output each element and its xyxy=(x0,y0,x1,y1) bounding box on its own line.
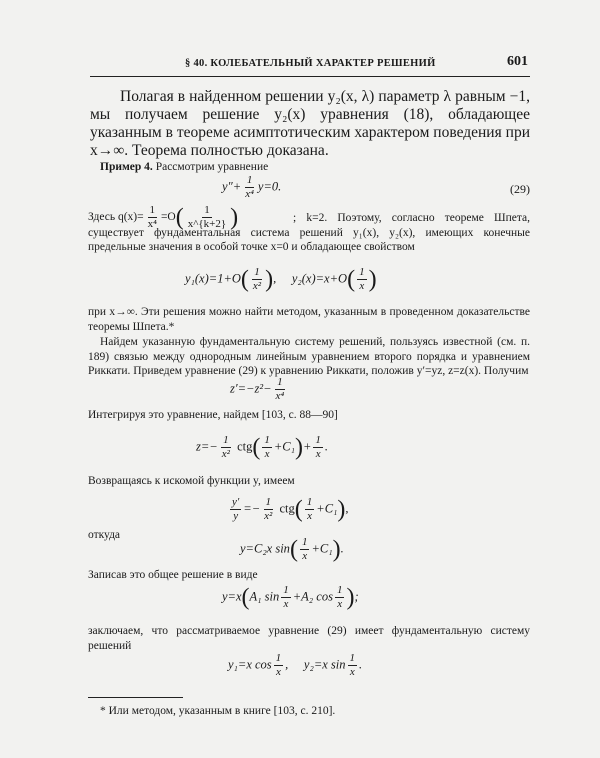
gen-n2: 1 xyxy=(336,584,343,596)
q-eqO: =O xyxy=(160,211,176,224)
gen-frac1 xyxy=(281,584,291,611)
z-tail-num: 1 xyxy=(315,434,321,446)
running-header xyxy=(90,54,530,77)
intro-paragraph: Полагая в найденном решении y₂(x, λ) параметр λ равным −1, мы получаем решение y₂(x) уравнения (18), обладающее указанным в теореме асимптотическим характером поведения при x→∞. Теорема полностью доказана. xyxy=(90,88,530,159)
footnote: * Или методом, указанным в книге [103, с. 210]. xyxy=(100,705,336,717)
page-number: 601 xyxy=(507,54,528,69)
q-text-post: ; k=2. Поэтому, согласно теореме Шпета, существует фундаментальная система решений y₁(x), y₂(x), имеющих конечные предельные значения в особой точке x=0 и обладающее свойством xyxy=(88,212,530,253)
y2-frac xyxy=(357,266,367,293)
riccati-paragraph: Найдем указанную фундаментальную систему решений, пользуясь известной (см. п. 189) связью между однородным линейным уравнением второго порядка и уравнением Риккати. Приведем уравнение (29) к уравнению Риккати, положив y′=yz, z=z(x). Получим xyxy=(88,336,530,377)
example-lead: Рассмотрим уравнение xyxy=(155,161,269,173)
q-frac-num: 1 xyxy=(149,204,156,216)
example-heading xyxy=(100,160,520,175)
asymptotic-formulas: y₁(x)=1+O( $\frac{1}{\text{x²}}$ ), y₂(x)=x+O( $\frac{1}{x}$ ) xyxy=(185,266,377,293)
z-solution: z=− $\frac{1}{\text{x²}}$ ctg( $\frac{1}{x}$ +C₁)+ $\frac{1}{x}$ . xyxy=(196,434,329,461)
eq29-den: x⁴ xyxy=(245,188,254,200)
ysol-lhs: y=C₂x sin xyxy=(240,541,290,556)
y-solution: y=C₂x sin( $\frac{1}{x}$ +C₁). xyxy=(240,536,344,563)
gen-d2: x xyxy=(337,598,343,610)
fs-n1: 1 xyxy=(275,652,282,664)
z-ctg: ctg xyxy=(237,439,253,454)
ysol-num: 1 xyxy=(301,536,308,548)
z-num: 1 xyxy=(223,434,229,446)
ysol-frac xyxy=(300,536,310,563)
ratio-n2: 1 xyxy=(265,496,272,508)
y1-lhs: y₁(x)=1+O xyxy=(185,271,241,286)
ysol-den: x xyxy=(302,550,308,562)
q-pre: Здесь q(x)= xyxy=(88,211,144,224)
y2-lhs: y₂(x)=x+O xyxy=(291,271,348,286)
log-derivative-equation: $\frac{y'}{y}$ =− $\frac{1}{\text{x²}}$ ctg( $\frac{1}{x}$ +C₁), xyxy=(232,496,349,523)
eq29-frac xyxy=(243,174,256,201)
ratio-den: y xyxy=(233,510,239,522)
ratio-in-frac xyxy=(305,496,315,523)
ratio-eq: =− xyxy=(243,501,261,516)
integrate-text: Интегрируя это уравнение, найдем [103, с. 88—90] xyxy=(88,409,338,421)
gen-a1: A₁ sin xyxy=(249,589,280,604)
z-tail-frac xyxy=(313,434,323,461)
gen-d1: x xyxy=(283,598,289,610)
q-frac-den: x⁴ xyxy=(147,218,157,230)
gen-frac2 xyxy=(335,584,345,611)
y1-den: x² xyxy=(252,280,262,292)
header-title: § 40. КОЛЕБАТЕЛЬНЫЙ ХАРАКТЕР РЕШЕНИЙ xyxy=(185,58,436,69)
q-O-den: x^{k+2} xyxy=(187,218,227,230)
ratio-in-den: x xyxy=(307,510,312,522)
ysol-c: +C₁ xyxy=(311,541,333,556)
ratio-frac2 xyxy=(262,496,274,523)
footnote-rule xyxy=(88,697,183,698)
zprime-frac xyxy=(274,376,287,403)
general-solution: y=x(A₁ sin $\frac{1}{x}$ +A₂ cos $\frac{1}{x}$ ); xyxy=(222,584,359,611)
conclude-text: заключаем, что рассматриваемое уравнение (29) имеет фундаментальную систему решений xyxy=(88,625,530,652)
fs-y1: y₁=x cos xyxy=(228,657,272,672)
z-in-frac xyxy=(262,434,272,461)
equation-29 xyxy=(222,174,281,201)
fs-frac1 xyxy=(274,652,284,679)
z-in-c: +C₁ xyxy=(273,439,295,454)
return-text: Возвращаясь к искомой функции y, имеем xyxy=(88,475,295,487)
after-asymptotics: при x→∞. Эти решения можно найти методом, указанным в проведенном доказательстве теоремы Шпета.* xyxy=(88,306,530,333)
z-tail-den: x xyxy=(315,448,321,460)
gen-lhs: y=x xyxy=(222,589,242,604)
zprime-den: x⁴ xyxy=(275,390,285,402)
y1-frac xyxy=(251,266,263,293)
y2-den: x xyxy=(359,280,365,292)
whence-text: откуда xyxy=(88,529,121,541)
ratio-in-c: +C₁ xyxy=(316,501,338,516)
z-frac xyxy=(220,434,232,461)
z-plus: + xyxy=(302,439,312,454)
z-in-den: x xyxy=(264,448,270,460)
z-in-num: 1 xyxy=(264,434,270,446)
z-den: x² xyxy=(221,448,230,460)
fs-n2: 1 xyxy=(349,652,356,664)
fs-y2: y₂=x sin xyxy=(303,657,346,672)
general-text: Записав это общее решение в виде xyxy=(88,569,258,581)
gen-a2: +A₂ cos xyxy=(292,589,333,604)
fs-frac2 xyxy=(348,652,358,679)
y2-num: 1 xyxy=(359,266,365,278)
zprime-lhs: z′=−z²− xyxy=(230,381,272,396)
fundamental-system: y₁=x cos $\frac{1}{x}$ , y₂=x sin $\frac{1}{x}$ . xyxy=(228,652,363,678)
ratio-in-num: 1 xyxy=(306,496,313,508)
example-label: Пример 4. xyxy=(100,161,153,173)
q-O-num: 1 xyxy=(204,204,210,216)
ratio-ctg: ctg xyxy=(279,501,295,516)
z-lhs: z=− xyxy=(196,439,218,454)
equation-number-29: (29) xyxy=(510,182,530,196)
eq29-lhs: y″+ xyxy=(222,179,242,194)
riccati-equation xyxy=(230,376,288,403)
ratio-num: y′ xyxy=(232,496,240,508)
fs-d1: x xyxy=(275,666,281,678)
gen-n1: 1 xyxy=(283,584,289,596)
fs-d2: x xyxy=(349,666,355,678)
y1-num: 1 xyxy=(254,266,260,278)
eq29-rhs: y=0. xyxy=(257,179,282,194)
zprime-num: 1 xyxy=(277,376,283,388)
ratio-frac xyxy=(230,496,241,523)
eq29-num: 1 xyxy=(246,174,253,186)
q-line: Здесь q(x)= $\frac{1}{\text{x⁴}}$ =O( $\frac{1}{x\^{}\{k+2\}}$ ) xyxy=(88,204,239,231)
ratio-d2: x² xyxy=(264,510,273,522)
